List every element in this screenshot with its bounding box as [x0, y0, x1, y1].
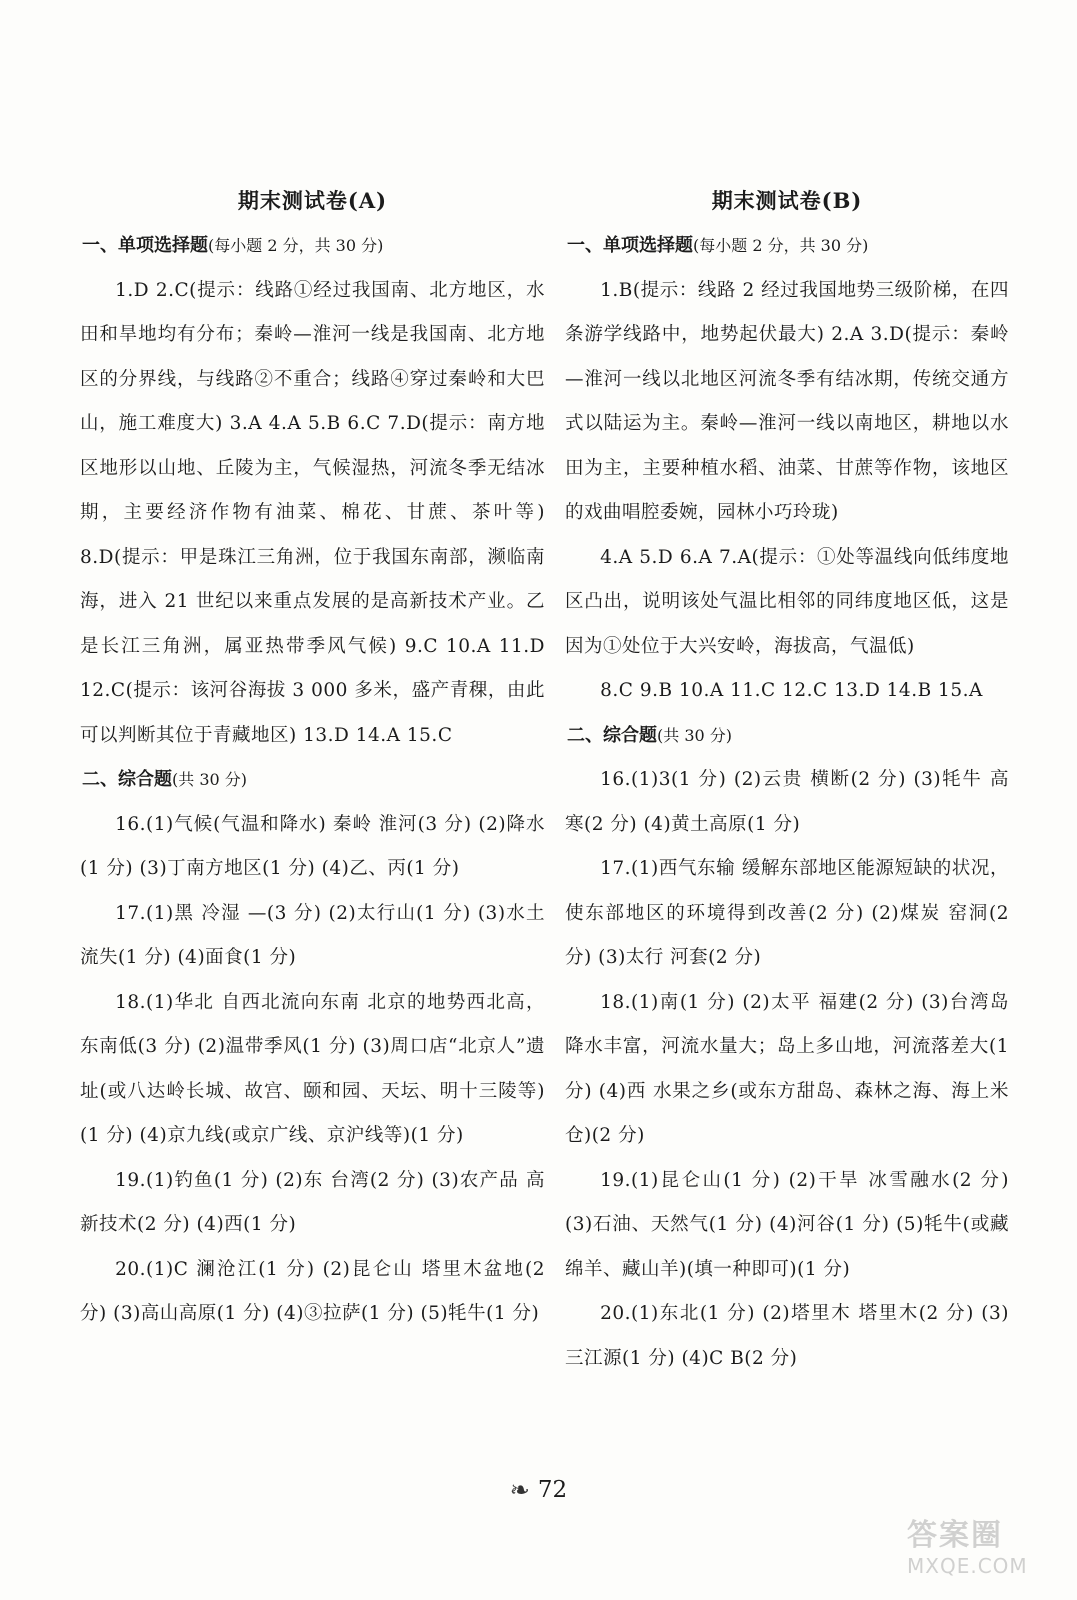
section-title-b: 期末测试卷(B): [711, 188, 863, 213]
answer-item: 19.(1)昆仑山(1 分) (2)干旱 冰雪融水(2 分) (3)石油、天然气(1 分) (4)河谷(1 分) (5)牦牛(或藏绵羊、藏山羊)(填一种即可)(1 分): [565, 1169, 1009, 1280]
section-heading-choice: [565, 224, 1009, 269]
section-heading-comprehensive: [80, 758, 545, 803]
column-right: [565, 180, 1009, 1381]
answer-item: 18.(1)华北 自西北流向东南 北京的地势西北高，东南低(3 分) (2)温带季风(1 分) (3)周口店“北京人”遗址(或八达岭长城、故宫、颐和园、天坛、明十三陵等)(1 分) (4)京九线(或京广线、京沪线等)(1 分): [80, 991, 545, 1146]
watermark-logo: [907, 1518, 1057, 1588]
footer-ornament-icon: ❧: [509, 1476, 530, 1504]
answer-item: 20.(1)C 澜沧江(1 分) (2)昆仑山 塔里木盆地(2 分) (3)高山高原(1 分) (4)③拉萨(1 分) (5)牦牛(1 分): [80, 1258, 545, 1324]
watermark-text: 答案圈: [907, 1518, 1003, 1553]
answer-item: 18.(1)南(1 分) (2)太平 福建(2 分) (3)台湾岛降水丰富，河流水量大；岛上多山地，河流落差大(1 分) (4)西 水果之乡(或东方甜岛、森林之海、海上米仓)(2 分): [565, 991, 1009, 1146]
answer-item: 20.(1)东北(1 分) (2)塔里木 塔里木(2 分) (3)三江源(1 分) (4)C B(2 分): [565, 1303, 1009, 1369]
heading-note: (每小题 2 分，共 30 分): [693, 236, 869, 255]
answer-item: 16.(1)气候(气温和降水) 秦岭 淮河(3 分) (2)降水(1 分) (3)丁南方地区(1 分) (4)乙、丙(1 分): [80, 813, 545, 879]
choice-answers: 8.C 9.B 10.A 11.C 12.C 13.D 14.B 15.A: [600, 680, 983, 701]
watermark-url: MXQE.COM: [907, 1554, 1028, 1578]
choice-answers: 1.D 2.C(提示：线路①经过我国南、北方地区，水田和旱地均有分布；秦岭—淮河一线是我国南、北方地区的分界线，与线路②不重合；线路④穿过秦岭和大巴山，施工难度大) 3.A 4.A 5.B 6.C 7.D(提示：南方地区地形以山地、丘陵为主，气候湿热，河流冬季无结冰期，主要经济作物有油菜、棉花、甘蔗、茶叶等) 8.D(提示：甲是珠江三角洲，位于我国东南部，濒临南海，进入 21 世纪以来重点发展的是高新技术产业。乙是长江三角洲，属亚热带季风气候) 9.C 10.A 11.D 12.C(提示：该河谷海拔 3 000 多米，盛产青稞，由此可以判断其位于青藏地区) 13.D 14.A 15.C: [80, 279, 545, 746]
heading-note: (共 30 分): [172, 770, 248, 789]
heading-note: (每小题 2 分，共 30 分): [208, 236, 384, 255]
answer-item: 17.(1)西气东输 缓解东部地区能源短缺的状况，使东部地区的环境得到改善(2 分) (2)煤炭 窑洞(2 分) (3)太行 河套(2 分): [565, 858, 1009, 968]
section-title-a: 期末测试卷(A): [237, 188, 388, 213]
heading-label: 二、综合题: [567, 724, 657, 746]
heading-label: 一、单项选择题: [82, 235, 208, 256]
page-number: 72: [537, 1477, 568, 1503]
column-left: [80, 180, 545, 1337]
choice-answers: 4.A 5.D 6.A 7.A(提示：①处等温线向低纬度地区凸出，说明该处气温比相邻的同纬度地区低，这是因为①处位于大兴安岭，海拔高，气温低): [565, 546, 1009, 657]
page-footer: [0, 1476, 1077, 1504]
answer-item: 17.(1)黑 冷湿 —(3 分) (2)太行山(1 分) (3)水土流失(1 分) (4)面食(1 分): [80, 902, 545, 968]
answer-item: 19.(1)钓鱼(1 分) (2)东 台湾(2 分) (3)农产品 高新技术(2 分) (4)西(1 分): [80, 1169, 545, 1235]
choice-answers: 1.B(提示：线路 2 经过我国地势三级阶梯，在四条游学线路中，地势起伏最大) 2.A 3.D(提示：秦岭—淮河一线以北地区河流冬季有结冰期，传统交通方式以陆运为主。秦岭—淮河一线以南地区，耕地以水田为主，主要种植水稻、油菜、甘蔗等作物，该地区的戏曲唱腔委婉，园林小巧玲珑): [565, 279, 1009, 523]
section-heading-comprehensive: [565, 714, 1009, 759]
section-heading-choice: [80, 224, 545, 269]
heading-label: 一、单项选择题: [567, 235, 693, 256]
heading-note: (共 30 分): [657, 725, 733, 745]
answer-item: 16.(1)3(1 分) (2)云贵 横断(2 分) (3)牦牛 高寒(2 分) (4)黄土高原(1 分): [565, 769, 1009, 835]
heading-label: 二、综合题: [82, 769, 172, 790]
